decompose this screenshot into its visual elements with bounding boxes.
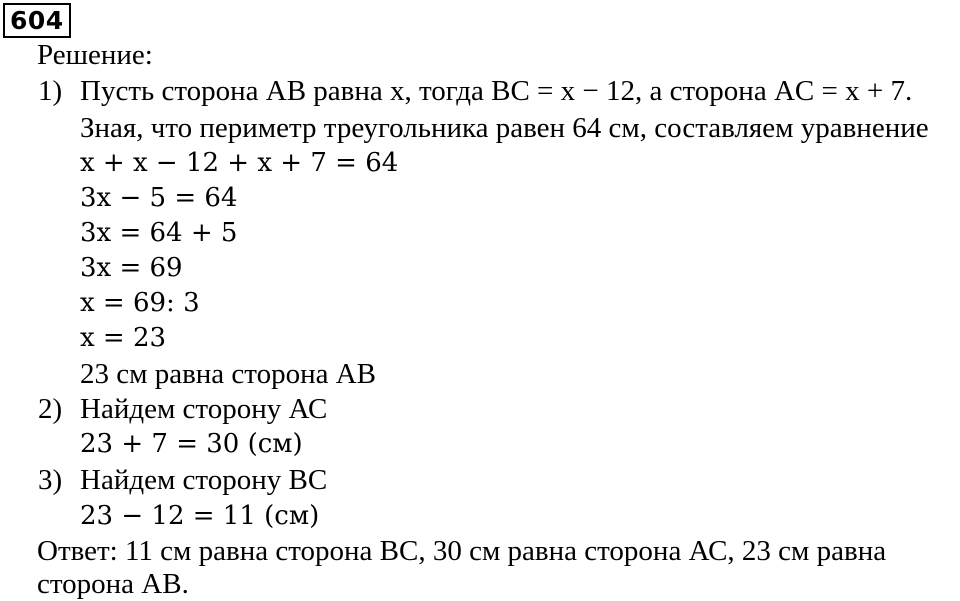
answer-line-2: сторона АВ. [37, 568, 189, 600]
step-2-number: 2) [38, 393, 63, 425]
answer-line-1: Ответ: 11 см равна сторона ВС, 30 см равна сторона АС, 23 см равна [37, 535, 887, 567]
solution-heading: Решение: [37, 39, 153, 71]
equation-line-5: x = 69: 3 [80, 288, 200, 318]
equation-line-2: 3x − 5 = 64 [80, 183, 238, 213]
step-3-line-1: Найдем сторону ВС [80, 464, 328, 496]
equation-line-4: 3x = 69 [80, 253, 183, 283]
equation-line-6: x = 23 [80, 323, 167, 353]
step-1-line-2: Зная, что периметр треугольника равен 64 см, составляем уравнение [80, 112, 929, 144]
step-3-line-2: 23 − 12 = 11 (см) [80, 501, 320, 531]
equation-line-1: x + x − 12 + x + 7 = 64 [80, 148, 399, 178]
step-2-line-1: Найдем сторону АС [80, 393, 328, 425]
step-1-line-1: Пусть сторона АВ равна x, тогда BC = x − 12, а сторона AC = x + 7. [80, 75, 913, 107]
step-3-number: 3) [38, 464, 63, 496]
step-2-line-2: 23 + 7 = 30 (см) [80, 429, 303, 459]
step-1-number: 1) [38, 75, 63, 107]
step-1-conclusion: 23 см равна сторона АВ [80, 358, 377, 390]
problem-number-box: 604 [3, 3, 71, 38]
equation-line-3: 3x = 64 + 5 [80, 218, 238, 248]
